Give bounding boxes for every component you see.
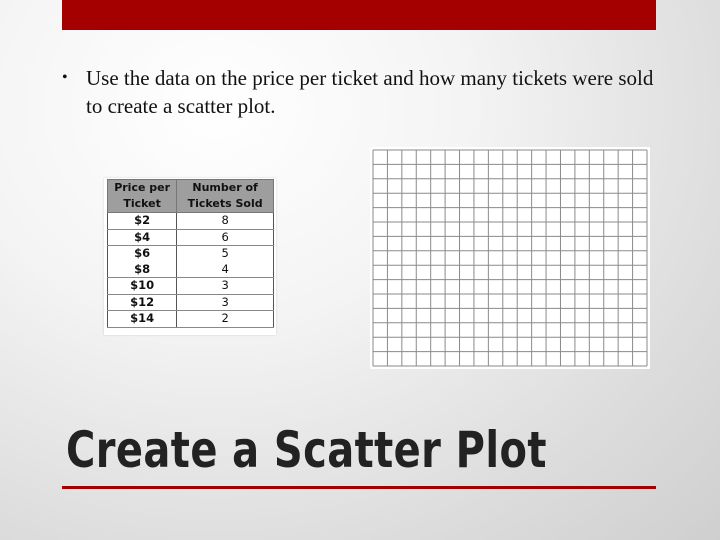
- graph-grid-svg: [370, 147, 650, 369]
- top-accent-bar: [62, 0, 656, 30]
- title-underline: [62, 486, 656, 489]
- tickets-cell: 2: [177, 311, 274, 328]
- price-cell: $4: [108, 229, 177, 246]
- table-header-row: [108, 180, 274, 213]
- price-cell: $2: [108, 213, 177, 230]
- tickets-cell: 3: [177, 294, 274, 311]
- bullet-text: Use the data on the price per ticket and how many tickets were sold to create a scatter plot.: [86, 66, 654, 118]
- tickets-cell: 4: [177, 262, 274, 278]
- bullet-point: [60, 64, 660, 120]
- price-cell: $8: [108, 262, 177, 278]
- table-row: [108, 294, 274, 311]
- tickets-cell: 3: [177, 278, 274, 295]
- table-row: [108, 262, 274, 278]
- table-row: [108, 278, 274, 295]
- price-cell: $6: [108, 246, 177, 262]
- tickets-cell: 8: [177, 213, 274, 230]
- price-cell: $12: [108, 294, 177, 311]
- bullet-icon: •: [62, 69, 68, 86]
- tickets-cell: 6: [177, 229, 274, 246]
- ticket-data-table: [107, 179, 274, 328]
- slide-title: Create a Scatter Plot: [66, 421, 547, 479]
- table-row: [108, 229, 274, 246]
- table-row: [108, 246, 274, 262]
- table-row: [108, 213, 274, 230]
- header-tickets-sold: Number of Tickets Sold: [177, 180, 274, 213]
- price-cell: $14: [108, 311, 177, 328]
- table-row: [108, 311, 274, 328]
- ticket-data-table-image: [104, 178, 276, 335]
- blank-graph-grid: [370, 147, 650, 369]
- header-price: Price per Ticket: [108, 180, 177, 213]
- price-cell: $10: [108, 278, 177, 295]
- tickets-cell: 5: [177, 246, 274, 262]
